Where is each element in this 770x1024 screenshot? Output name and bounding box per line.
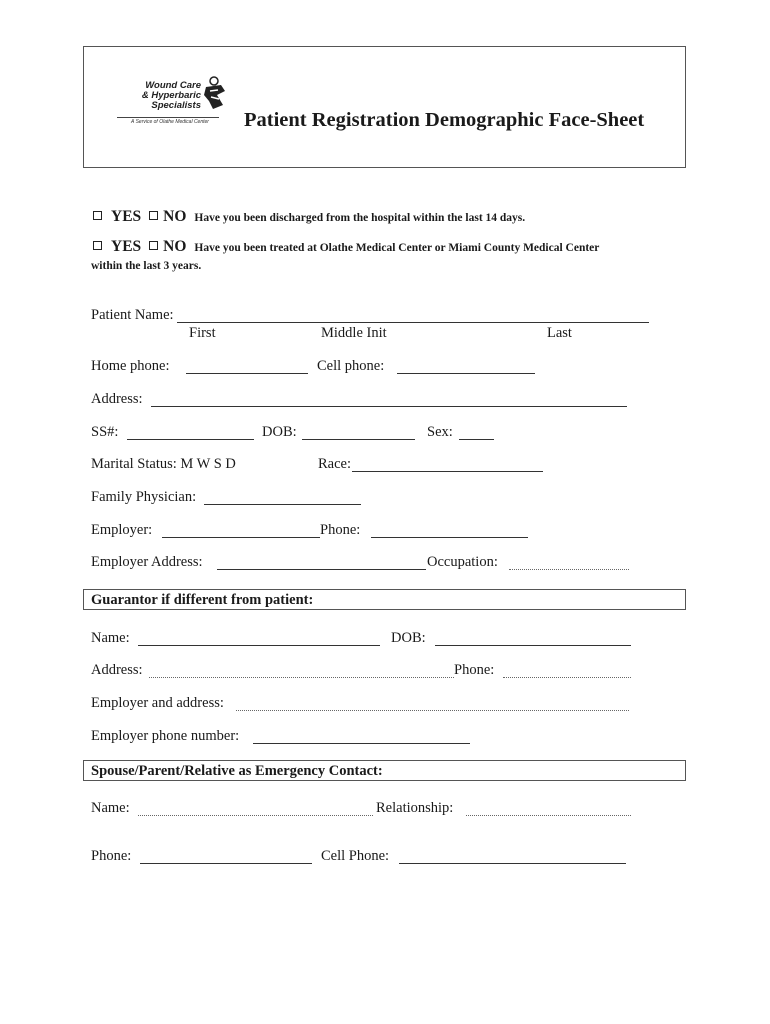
cell-phone-label: Cell phone: — [317, 358, 385, 374]
emergency-section-header — [83, 760, 686, 781]
dob-field[interactable] — [302, 439, 415, 440]
guarantor-phone-label: Phone: — [454, 662, 495, 678]
yes-checkbox[interactable] — [93, 211, 102, 220]
home-phone-field[interactable] — [186, 373, 308, 374]
last-label: Last — [547, 325, 572, 341]
emergency-cell-phone-label: Cell Phone: — [321, 848, 390, 864]
guarantor-phone-field[interactable] — [503, 677, 631, 678]
guarantor-name-field[interactable] — [138, 645, 380, 646]
dob-label: DOB: — [262, 424, 297, 440]
race-label: Race: — [318, 456, 352, 472]
emergency-name-label: Name: — [91, 800, 130, 816]
middle-label: Middle Init — [321, 325, 387, 341]
guarantor-employer-phone-label: Employer phone number: — [91, 728, 240, 744]
ss-label: SS#: — [91, 424, 119, 440]
marital-status-label: Marital Status: M W S D — [91, 456, 236, 472]
logo-line-3: Specialists — [151, 100, 201, 111]
employer-phone-label: Phone: — [320, 522, 361, 538]
no-checkbox[interactable] — [149, 241, 158, 250]
first-label: First — [189, 325, 216, 341]
question-discharged — [93, 208, 525, 226]
occupation-label: Occupation: — [427, 554, 498, 570]
logo-line-2: & Hyperbaric — [141, 90, 201, 101]
family-physician-field[interactable] — [204, 504, 361, 505]
guarantor-employer-address-field[interactable] — [236, 710, 629, 711]
guarantor-address-label: Address: — [91, 662, 143, 678]
logo-line-1: Wound Care — [145, 80, 201, 91]
no-label: NO — [163, 238, 187, 255]
employer-address-label: Employer Address: — [91, 554, 203, 570]
diver-icon — [201, 75, 227, 115]
guarantor-address-field[interactable] — [149, 677, 454, 678]
guarantor-dob-field[interactable] — [435, 645, 631, 646]
guarantor-dob-label: DOB: — [391, 630, 426, 646]
race-field[interactable] — [352, 471, 543, 472]
emergency-phone-label: Phone: — [91, 848, 132, 864]
relationship-field[interactable] — [466, 815, 631, 816]
question-text: Have you been discharged from the hospital within the last 14 days. — [194, 212, 526, 224]
emergency-heading: Spouse/Parent/Relative as Emergency Contact: — [91, 763, 383, 779]
home-phone-label: Home phone: — [91, 358, 170, 374]
no-checkbox[interactable] — [149, 211, 158, 220]
family-physician-label: Family Physician: — [91, 489, 197, 505]
sex-label: Sex: — [427, 424, 453, 440]
question-treated — [93, 238, 599, 256]
guarantor-employer-phone-field[interactable] — [253, 743, 470, 744]
question-text: Have you been treated at Olathe Medical Center or Miami County Medical Center — [194, 242, 600, 254]
header-box — [83, 46, 686, 168]
guarantor-employer-address-label: Employer and address: — [91, 695, 224, 711]
guarantor-heading: Guarantor if different from patient: — [91, 592, 314, 608]
question-continuation: within the last 3 years. — [91, 260, 202, 272]
occupation-field[interactable] — [509, 569, 629, 570]
guarantor-name-label: Name: — [91, 630, 130, 646]
yes-label: YES — [111, 238, 142, 255]
patient-name-label: Patient Name: — [91, 307, 174, 323]
address-field[interactable] — [151, 406, 627, 407]
employer-label: Employer: — [91, 522, 153, 538]
employer-address-field[interactable] — [217, 569, 426, 570]
yes-label: YES — [111, 208, 142, 225]
relationship-label: Relationship: — [376, 800, 454, 816]
guarantor-section-header — [83, 589, 686, 610]
logo-rule — [117, 117, 219, 118]
emergency-name-field[interactable] — [138, 815, 373, 816]
patient-name-field[interactable] — [177, 322, 649, 323]
address-label: Address: — [91, 391, 143, 407]
sex-field[interactable] — [459, 439, 494, 440]
logo-subtitle: A Service of Olathe Medical Center — [131, 119, 209, 125]
emergency-phone-field[interactable] — [140, 863, 312, 864]
employer-phone-field[interactable] — [371, 537, 528, 538]
yes-checkbox[interactable] — [93, 241, 102, 250]
logo — [109, 69, 229, 129]
logo-text — [109, 81, 201, 111]
no-label: NO — [163, 208, 187, 225]
emergency-cell-phone-field[interactable] — [399, 863, 626, 864]
cell-phone-field[interactable] — [397, 373, 535, 374]
employer-field[interactable] — [162, 537, 320, 538]
page-title: Patient Registration Demographic Face-Sheet — [244, 109, 645, 131]
ss-field[interactable] — [127, 439, 254, 440]
